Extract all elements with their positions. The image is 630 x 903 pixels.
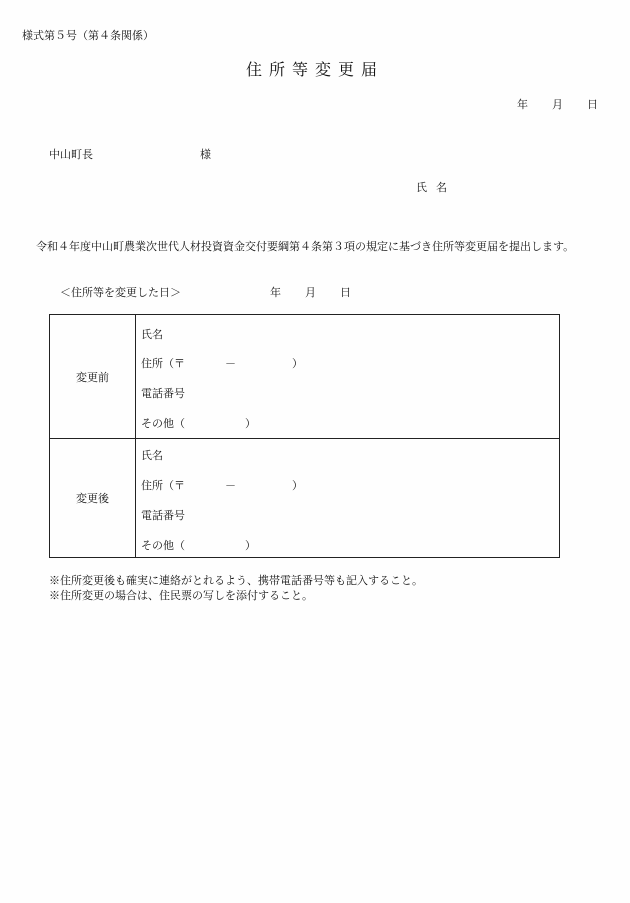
after-postal-dash: －: [225, 479, 236, 492]
date-year-label: 年: [517, 98, 528, 111]
applicant-name-label: 氏名: [416, 181, 456, 194]
change-form-table: [49, 314, 560, 558]
change-date: [270, 284, 351, 300]
before-other-label: その他（: [141, 417, 185, 430]
before-phone-field: 電話番号: [141, 387, 185, 400]
before-address-close: ）: [292, 357, 303, 370]
change-date-month: 月: [305, 286, 316, 299]
note-residence-certificate: ※住所変更の場合は、住民票の写しを添付すること。: [49, 589, 313, 602]
before-other-field: [141, 415, 541, 431]
before-name-field: 氏名: [141, 328, 163, 341]
before-postal-dash: －: [225, 357, 236, 370]
section-after: [50, 439, 559, 557]
before-other-close: ）: [245, 417, 256, 430]
after-address-field: [141, 477, 541, 493]
after-phone-field: 電話番号: [141, 509, 185, 522]
date-month-label: 月: [552, 98, 563, 111]
section-after-label: 変更後: [50, 439, 136, 557]
submission-date: [517, 96, 598, 112]
change-date-day: 日: [340, 286, 351, 299]
note-contact: ※住所変更後も確実に連絡がとれるよう、携帯電話番号等も記入すること。: [49, 574, 423, 587]
after-name-field: 氏名: [141, 449, 163, 462]
section-before-label: 変更前: [50, 315, 136, 438]
before-address-field: [141, 355, 541, 371]
change-date-label: ＜住所等を変更した日＞: [60, 286, 181, 299]
change-date-year: 年: [270, 286, 281, 299]
section-before: [50, 315, 559, 439]
after-other-label: その他（: [141, 539, 185, 552]
statement-text: 令和４年度中山町農業次世代人材投資資金交付要綱第４条第３項の規定に基づき住所等変更届を提出します。: [36, 240, 575, 253]
before-address-label: 住所（〒: [141, 357, 185, 370]
page-title: 住所等変更届: [245, 60, 384, 79]
after-address-label: 住所（〒: [141, 479, 185, 492]
after-address-close: ）: [292, 479, 303, 492]
addressee-name: 中山町長: [49, 148, 93, 161]
form-number: 様式第５号（第４条関係）: [22, 29, 154, 42]
date-day-label: 日: [587, 98, 598, 111]
after-other-close: ）: [245, 539, 256, 552]
addressee-honorific: 様: [200, 148, 211, 161]
after-other-field: [141, 537, 541, 553]
